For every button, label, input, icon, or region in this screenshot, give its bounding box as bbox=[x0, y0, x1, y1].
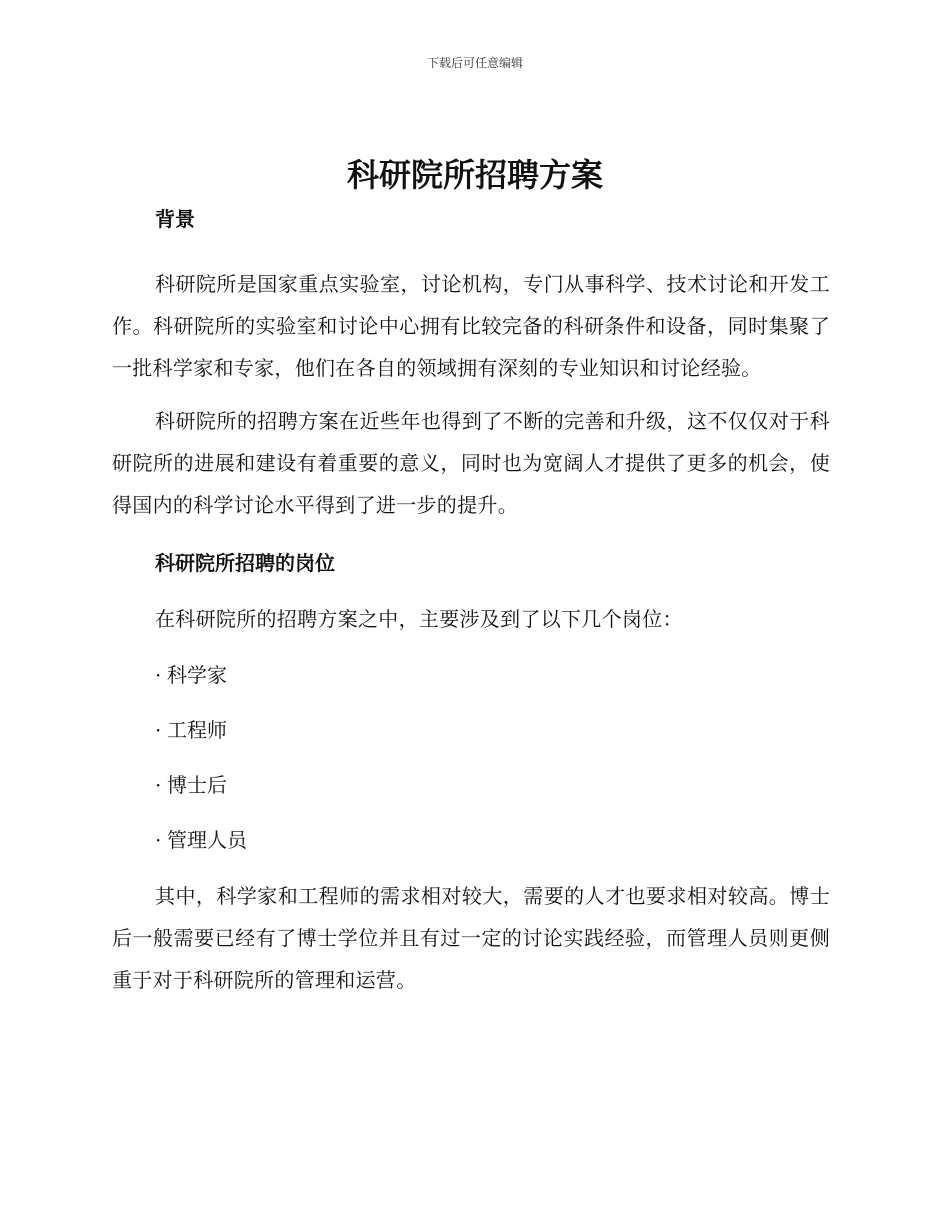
list-item bbox=[112, 825, 830, 855]
list-item bbox=[112, 770, 830, 800]
bullet-glyph: · bbox=[155, 773, 162, 797]
header-note: 下载后可任意编辑 bbox=[426, 56, 523, 70]
paragraph-positions-intro: 在科研院所的招聘方案之中，主要涉及到了以下几个岗位： bbox=[155, 607, 683, 631]
list-item bbox=[112, 660, 830, 690]
bullet-glyph: · bbox=[155, 663, 162, 687]
list-item-label: 科学家 bbox=[167, 663, 227, 687]
bullet-glyph: · bbox=[155, 828, 162, 852]
positions-list bbox=[112, 660, 830, 855]
bullet-glyph: · bbox=[155, 718, 162, 742]
list-item-label: 工程师 bbox=[167, 718, 227, 742]
paragraph-background-1: 科研院所是国家重点实验室，讨论机构，专门从事科学、技术讨论和开发工作。科研院所的实验室和讨论中心拥有比较完备的科研条件和设备，同时集聚了一批科学家和专家，他们在各自的领域拥有深刻的专业知识和讨论经验。 bbox=[112, 272, 830, 380]
list-item bbox=[112, 715, 830, 745]
section-heading-background: 背景 bbox=[155, 207, 195, 231]
list-item-label: 博士后 bbox=[167, 773, 227, 797]
list-item-label: 管理人员 bbox=[167, 828, 247, 852]
section-heading-positions: 科研院所招聘的岗位 bbox=[155, 551, 335, 575]
document-title: 科研院所招聘方案 bbox=[346, 156, 603, 194]
document-body bbox=[112, 204, 830, 1001]
paragraph-positions-summary: 其中，科学家和工程师的需求相对较大，需要的人才也要求相对较高。博士后一般需要已经有了博士学位并且有过一定的讨论实践经验，而管理人员则更侧重于对于科研院所的管理和运营。 bbox=[112, 884, 830, 992]
paragraph-background-2: 科研院所的招聘方案在近些年也得到了不断的完善和升级，这不仅仅对于科研院所的进展和建设有着重要的意义，同时也为宽阔人才提供了更多的机会，使得国内的科学讨论水平得到了进一步的提升。 bbox=[112, 409, 830, 517]
